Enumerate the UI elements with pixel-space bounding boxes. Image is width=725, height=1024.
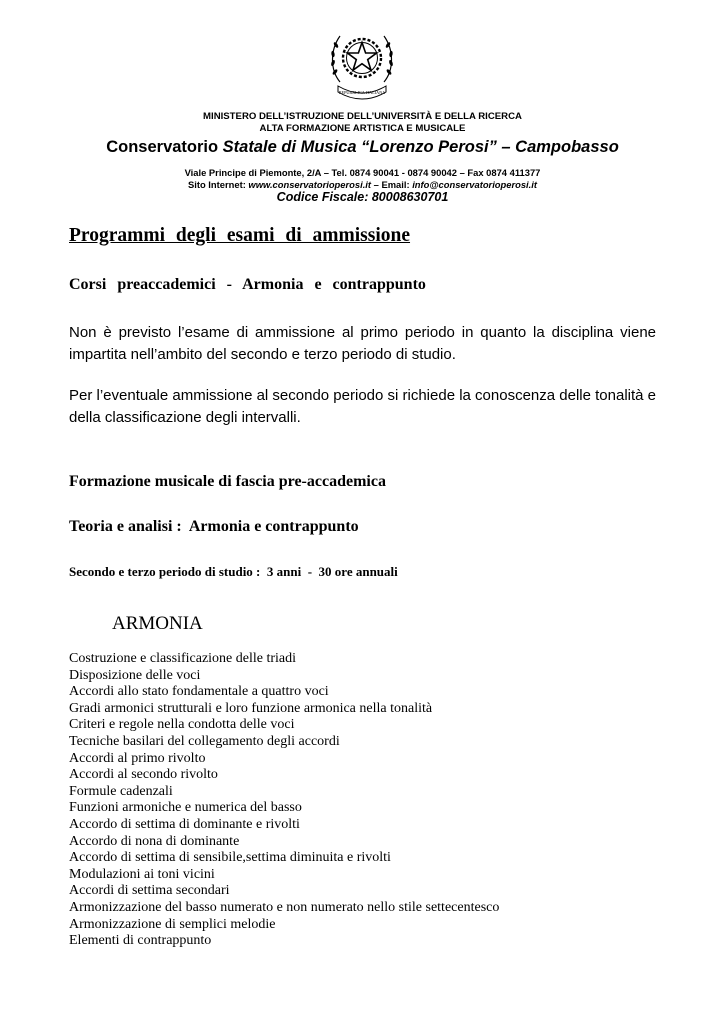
site-label: Sito Internet: xyxy=(188,179,249,190)
list-item: Armonizzazione del basso numerato e non numerato nello stile settecentesco xyxy=(69,899,500,915)
list-item: Funzioni armoniche e numerica del basso xyxy=(69,800,302,816)
emblem-ribbon-text: REPUBBLICA ITALIANA xyxy=(338,90,386,95)
section-heading-teoria: Teoria e analisi : Armonia e contrappunto xyxy=(69,518,359,535)
list-item: Accordi allo stato fondamentale a quattro voci xyxy=(69,684,329,700)
paragraph-second-period: Per l’eventuale ammissione al secondo periodo si richiede la conoscenza delle tonalità e della classificazione degli intervalli. xyxy=(69,387,657,426)
contact-info xyxy=(0,167,725,191)
conservatorio-name xyxy=(0,137,725,157)
list-item: Disposizione delle voci xyxy=(69,667,201,683)
list-item: Modulazioni ai toni vicini xyxy=(69,866,215,882)
period-info: Secondo e terzo periodo di studio : 3 anni - 30 ore annuali xyxy=(69,564,398,579)
conservatorio-prefix: Conservatorio xyxy=(106,138,223,156)
italian-republic-emblem-icon xyxy=(326,20,398,102)
ministry-header xyxy=(0,111,725,135)
list-item: Accordi al primo rivolto xyxy=(69,750,206,766)
armonia-heading: ARMONIA xyxy=(112,613,203,634)
email-link[interactable]: info@conservatorioperosi.it xyxy=(412,179,537,190)
email-label: – Email: xyxy=(371,179,413,190)
list-item: Tecniche basilari del collegamento degli accordi xyxy=(69,733,340,749)
address-line: Viale Principe di Piemonte, 2/A – Tel. 0874 90041 - 0874 90042 – Fax 0874 411377 xyxy=(184,167,541,178)
list-item: Accordo di nona di dominante xyxy=(69,833,240,849)
armonia-topic-list xyxy=(69,651,499,950)
list-item: Gradi armonici strutturali e loro funzione armonica nella tonalità xyxy=(69,700,433,716)
site-link[interactable]: www.conservatorioperosi.it xyxy=(248,179,372,190)
list-item: Accordo di settima di dominante e rivolti xyxy=(69,816,300,832)
list-item: Accordo di settima di sensibile,settima diminuita e rivolti xyxy=(69,850,391,866)
list-item: Accordi al secondo rivolto xyxy=(69,767,218,783)
list-item: Formule cadenzali xyxy=(69,783,173,799)
document-title: Programmi degli esami di ammissione xyxy=(69,225,411,246)
ministry-line-1: MINISTERO DELL’ISTRUZIONE DELL’UNIVERSITÀ E DELLA RICERCA xyxy=(203,111,522,122)
conservatorio-full-name: Statale di Musica “Lorenzo Perosi” – Campobasso xyxy=(222,138,619,156)
paragraph-first-period: Non è previsto l’esame di ammissione al primo periodo in quanto la disciplina viene impartita nell’ambito del secondo e terzo periodo di studio. xyxy=(69,324,656,363)
list-item: Costruzione e classificazione delle triadi xyxy=(69,651,297,666)
list-item: Criteri e regole nella condotta delle voci xyxy=(69,717,295,733)
ministry-line-2: ALTA FORMAZIONE ARTISTICA E MUSICALE xyxy=(259,123,466,134)
fiscal-code: Codice Fiscale: 80008630701 xyxy=(276,190,449,204)
list-item: Accordi di settima secondari xyxy=(69,883,230,899)
list-item: Elementi di contrappunto xyxy=(69,933,212,949)
list-item: Armonizzazione di semplici melodie xyxy=(69,916,276,932)
section-heading-preaccademici: Corsi preaccademici - Armonia e contrappunto xyxy=(69,276,426,293)
section-heading-formazione: Formazione musicale di fascia pre-accademica xyxy=(69,473,386,490)
